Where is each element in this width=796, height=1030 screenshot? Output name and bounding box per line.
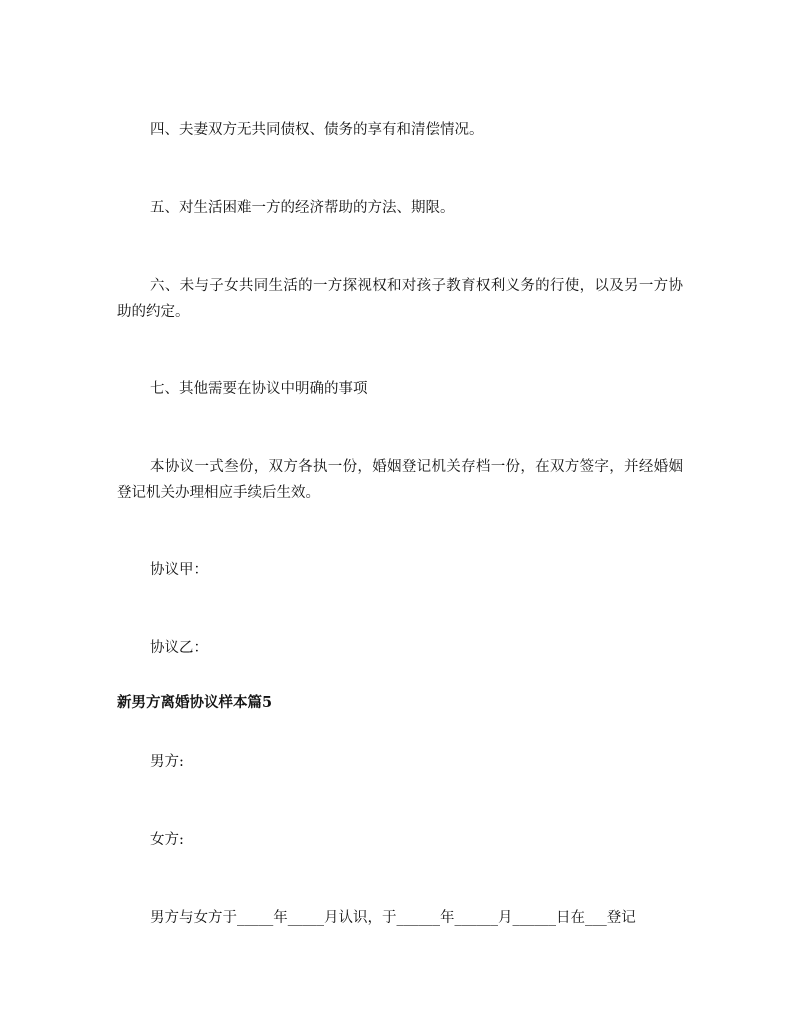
clause-six: 六、未与子女共同生活的一方探视权和对孩子教育权利义务的行使，以及另一方协助的约定。: [117, 278, 683, 320]
marriage-registration-line: 男方与女方于_____年_____月认识，于______年______月______日在___登记: [150, 910, 636, 926]
party-a-signature: 协议甲：: [150, 562, 208, 578]
husband-field: 男方:: [150, 754, 184, 770]
wife-field: 女方:: [150, 832, 184, 848]
section-heading: 新男方离婚协议样本篇5: [117, 694, 273, 711]
clause-seven: 七、其他需要在协议中明确的事项: [150, 381, 368, 397]
clause-four: 四、夫妻双方无共同债权、债务的享有和清偿情况。: [150, 122, 484, 138]
effectiveness-clause: 本协议一式叁份，双方各执一份，婚姻登记机关存档一份，在双方签字，并经婚姻登记机关办理相应手续后生效。: [117, 459, 683, 501]
clause-five: 五、对生活困难一方的经济帮助的方法、期限。: [150, 200, 455, 216]
party-b-signature: 协议乙：: [150, 640, 208, 656]
